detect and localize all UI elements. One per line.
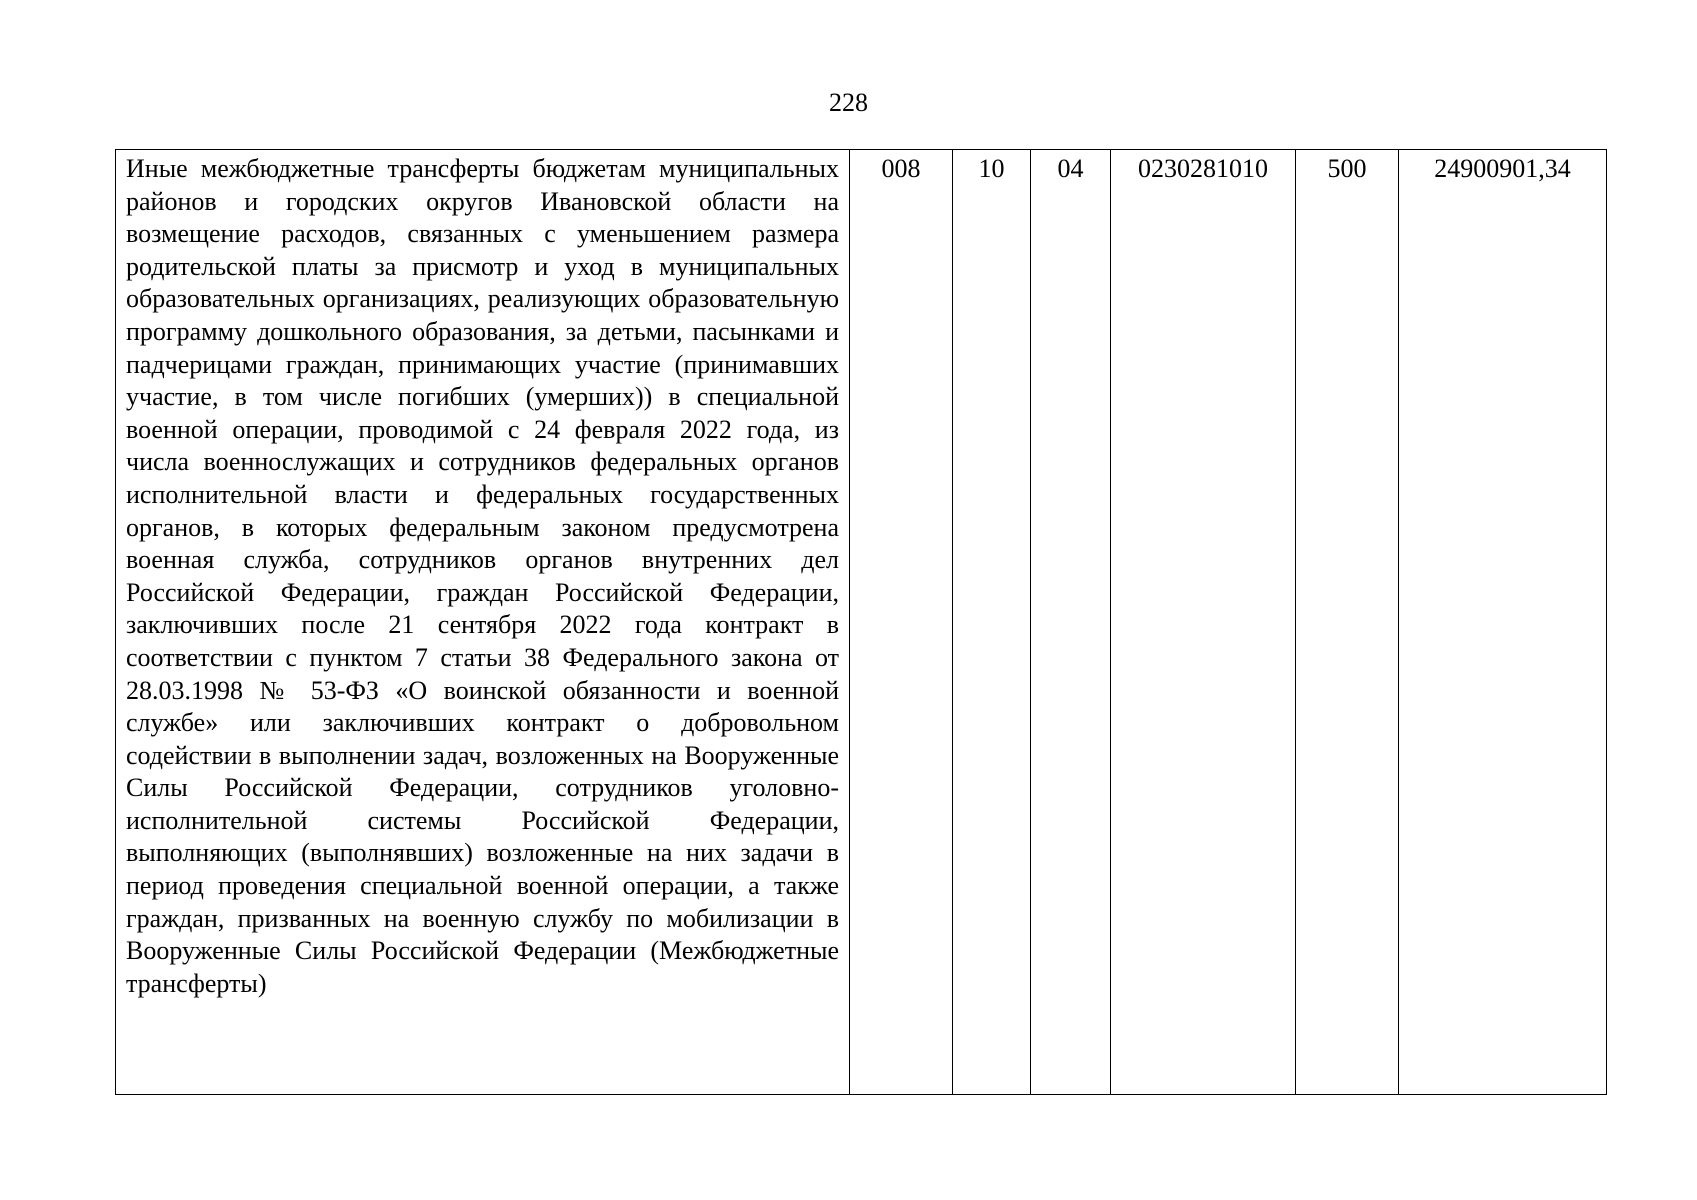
table-row — [116, 150, 1607, 1095]
target-article-cell: 0230281010 — [1111, 150, 1296, 1095]
page-number: 228 — [829, 88, 868, 117]
subsection-cell: 04 — [1031, 150, 1111, 1095]
budget-table — [115, 149, 1607, 1095]
section-cell: 10 — [953, 150, 1031, 1095]
ministry-code-cell: 008 — [850, 150, 953, 1095]
amount-cell: 24900901,34 — [1399, 150, 1607, 1095]
row-description: Иные межбюджетные трансферты бюджетам муниципальных районов и городских округов Ивановской области на возмещение расходов, связанных с уменьшением размера родительской платы за присмотр и уход в муниципальных образовательных организациях, реализующих образовательную программу дошкольного образования, за детьми, пасынками и падчерицами граждан, принимающих участие (принимавших участие, в том числе погибших (умерших)) в специальной военной операции, проводимой с 24 февраля 2022 года, из числа военнослужащих и сотрудников федеральных органов исполнительной власти и федеральных государственных органов, в которых федеральным законом предусмотрена военная служба, сотрудников органов внутренних дел Российской Федерации, граждан Российской Федерации, заключивших после 21 сентября 2022 года контракт в соответствии с пунктом 7 статьи 38 Федерального закона от 28.03.1998 № 53-ФЗ «О воинской обязанности и военной службе» или заключивших контракт о добровольном содействии в выполнении задач, возложенных на Вооруженные Силы Российской Федерации, сотрудников уголовно-исполнительной системы Российской Федерации, выполняющих (выполнявших) возложенные на них задачи в период проведения специальной военной операции, а также граждан, призванных на военную службу по мобилизации в Вооруженные Силы Российской Федерации (Межбюджетные трансферты) — [116, 150, 850, 1095]
expense-type-cell: 500 — [1296, 150, 1399, 1095]
